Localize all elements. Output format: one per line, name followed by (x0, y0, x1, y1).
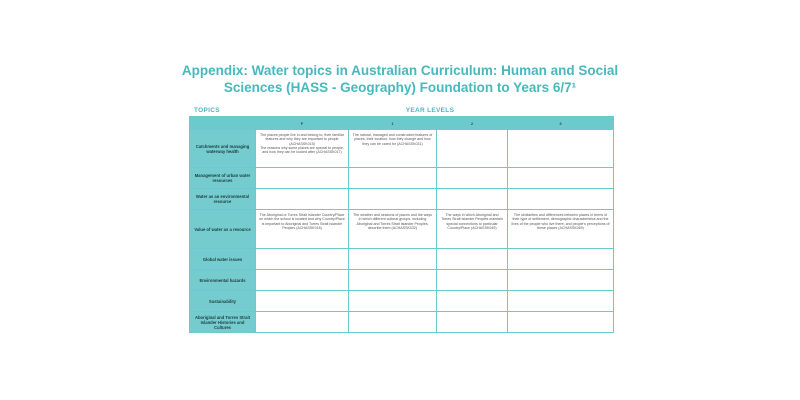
topics-heading: TOPICS (194, 107, 220, 114)
table-cell (508, 291, 614, 312)
table-cell (508, 249, 614, 270)
table-cell (256, 270, 349, 291)
table-row (190, 270, 614, 291)
page-title (150, 62, 650, 96)
table-cell (508, 189, 614, 210)
table-cell (508, 130, 614, 168)
table-cell (349, 249, 437, 270)
table-cell (508, 168, 614, 189)
topic-cell: Environmental hazards (190, 270, 256, 291)
year-levels-heading: YEAR LEVELS (405, 107, 455, 114)
table-cell (437, 168, 508, 189)
header-corner-cell (190, 117, 256, 130)
table-cell (256, 312, 349, 333)
table-header-row (190, 117, 614, 130)
table-cell (508, 270, 614, 291)
curriculum-table (189, 116, 614, 333)
table-cell (508, 312, 614, 333)
table-cell (256, 168, 349, 189)
topic-cell: Aboriginal and Torres Strait Islander Histories and Cultures (190, 312, 256, 333)
topic-cell: Management of urban water resources (190, 168, 256, 189)
column-header-2: 2 (437, 117, 508, 130)
table-row (190, 249, 614, 270)
table-cell (256, 291, 349, 312)
topic-cell: Value of water as a resource (190, 210, 256, 249)
table-row (190, 189, 614, 210)
table-cell: The natural, managed and constructed features of places, their location, how they change and how they can be cared for (ACHASSK031) (349, 130, 437, 168)
cell-text: The places people live in and belong to, their familiar features and why they are important to people (ACHASSK015) The reasons why some places are special to people, and how they can be looked after (ACHASSK017) (260, 133, 344, 155)
table-cell (256, 189, 349, 210)
table-cell: The weather and seasons of places and the ways in which different cultural groups, including Aboriginal and Torres Strait Islander Peoples, describe them (ACHASSK032) (349, 210, 437, 249)
table-cell (437, 270, 508, 291)
title-line-2: Sciences (HASS - Geography) Foundation to Years 6/7¹ (223, 80, 577, 95)
table-row (190, 130, 614, 168)
table-cell (437, 312, 508, 333)
table-cell: The similarities and differences between places in terms of their type of settlement, demographic characteristics and the lives of the people who live there, and people's perceptions of these places (ACHASSK069) (508, 210, 614, 249)
table-cell (349, 291, 437, 312)
table-row (190, 312, 614, 333)
column-header-f: F (256, 117, 349, 130)
topic-cell: Water as an environmental resource (190, 189, 256, 210)
table-cell: The ways in which Aboriginal and Torres Strait Islander Peoples maintain special connections to particular Country/Place (ACHASSK049) (437, 210, 508, 249)
table-cell (437, 291, 508, 312)
topic-cell: Catchments and managing waterway health (190, 130, 256, 168)
table-row (190, 168, 614, 189)
table-row (190, 291, 614, 312)
table-cell (349, 312, 437, 333)
table-cell: The Aboriginal or Torres Strait Islander Country/Place on which the school is located and why Country/Place is important to Aboriginal and Torres Strait Islander Peoples (ACHASSK016) (256, 210, 349, 249)
topic-cell: Sustainability (190, 291, 256, 312)
table-cell (437, 130, 508, 168)
table-cell (349, 189, 437, 210)
table-row (190, 210, 614, 249)
table-cell (437, 189, 508, 210)
column-header-1: 1 (349, 117, 437, 130)
table-cell (349, 168, 437, 189)
table-cell (437, 249, 508, 270)
topic-cell: Global water issues (190, 249, 256, 270)
column-header-3: 3 (508, 117, 614, 130)
table-cell (256, 130, 349, 168)
table-cell (349, 270, 437, 291)
title-line-1: Appendix: Water topics in Australian Curriculum: Human and Social (181, 63, 619, 78)
table-cell (256, 249, 349, 270)
